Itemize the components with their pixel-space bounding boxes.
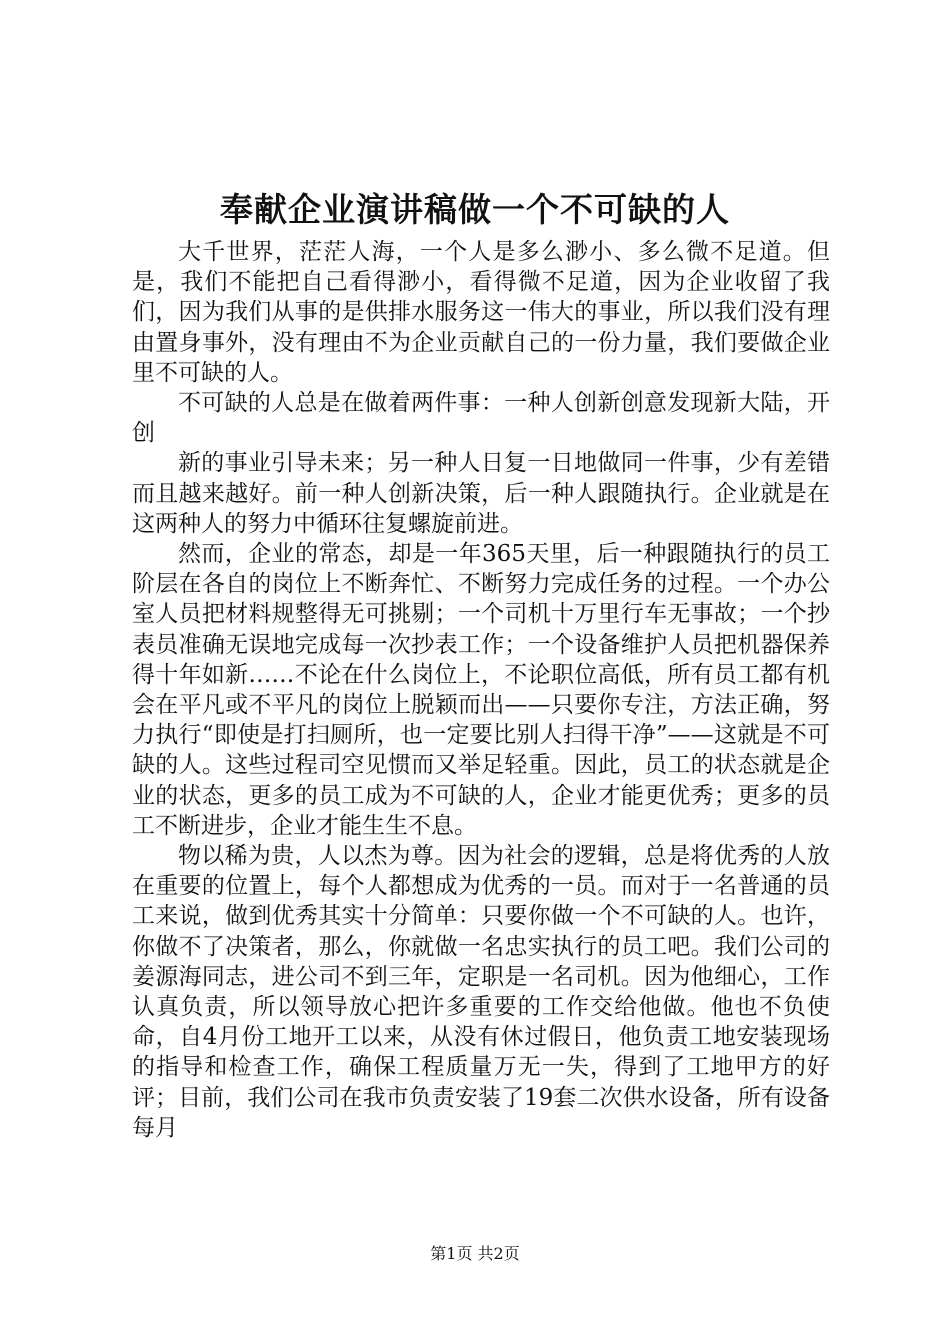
paragraph-4: 然而，企业的常态，却是一年365天里，后一种跟随执行的员工阶层在各自的岗位上不断奔忙、不断努力完成任务的过程。一个办公室人员把材料规整得无可挑剔；一个司机十万里行车无事故；一个抄表员准确无误地完成每一次抄表工作；一个设备维护人员把机器保养得十年如新……不论在什么岗位上，不论职位高低，所有员工都有机会在平凡或不平凡的岗位上脱颖而出——只要你专注，方法正确，努力执行“即使是打扫厕所，也一定要比别人扫得干净”——这就是不可缺的人。这些过程司空见惯而又举足轻重。因此，员工的状态就是企业的状态，更多的员工成为不可缺的人，企业才能更优秀；更多的员工不断进步，企业才能生生不息。 [132,541,830,839]
paragraph-3: 新的事业引导未来；另一种人日复一日地做同一件事，少有差错而且越来越好。前一种人创新决策，后一种人跟随执行。企业就是在这两种人的努力中循环往复螺旋前进。 [132,450,830,537]
page-number-footer: 第1页 共2页 [430,1244,520,1263]
document-title: 奉献企业演讲稿做一个不可缺的人 [220,190,730,229]
paragraph-1: 大千世界，茫茫人海，一个人是多么渺小、多么微不足道。但是，我们不能把自己看得渺小，看得微不足道，因为企业收留了我们，因为我们从事的是供排水服务这一伟大的事业，所以我们没有理由置身事外，没有理由不为企业贡献自己的一份力量，我们要做企业里不可缺的人。 [132,239,830,386]
paragraph-5: 物以稀为贵，人以杰为尊。因为社会的逻辑，总是将优秀的人放在重要的位置上，每个人都想成为优秀的一员。而对于一名普通的员工来说，做到优秀其实十分简单：只要你做一个不可缺的人。也许，你做不了决策者，那么，你就做一名忠实执行的员工吧。我们公司的姜源海同志，进公司不到三年，定职是一名司机。因为他细心，工作认真负责，所以领导放心把许多重要的工作交给他做。他也不负使命，自4月份工地开工以来，从没有休过假日，他负责工地安装现场的指导和检查工作，确保工程质量万无一失，得到了工地甲方的好评；目前，我们公司在我市负责安装了19套二次供水设备，所有设备每月 [132,843,830,1141]
paragraph-2: 不可缺的人总是在做着两件事：一种人创新创意发现新大陆，开创 [132,390,830,447]
document-body [132,237,830,1143]
